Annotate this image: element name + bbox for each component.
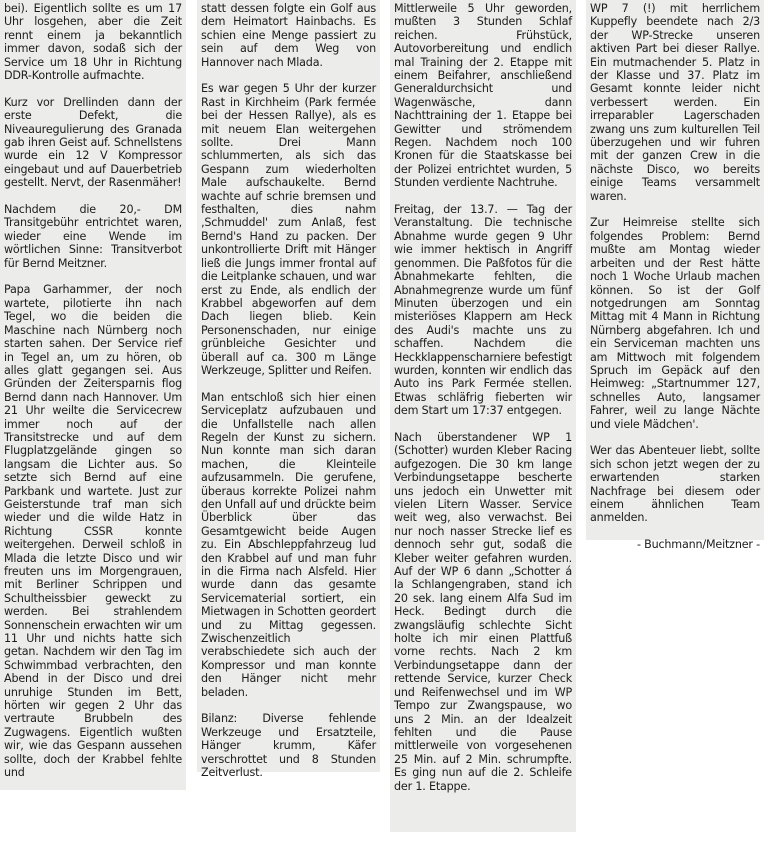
article-column-2 xyxy=(197,0,380,780)
paragraph: Wer das Abenteuer liebt, sollte sich schon jetzt wegen der zu erwartenden starken Nachfrage bei diesem oder einem ähnlichen Team anmelden. xyxy=(590,444,760,525)
paragraph: Nachdem die 20,- DM Transitgebühr entrichtet waren, wieder eine Wende im wörtlichen Sinne: Transitverbot für Bernd Meitzner. xyxy=(4,203,182,270)
paragraph: statt dessen folgte ein Golf aus dem Heimatort Hainbachs. Es schien eine Menge passiert zu sein auf dem Weg von Hannover nach Mlada. xyxy=(201,2,376,69)
paragraph: bei). Eigentlich sollte es um 17 Uhr losgehen, aber die Zeit rennt einem ja bekanntlich immer davon, sodaß sich der Service um 18 Uhr in Richtung DDR-Kontrolle aufmachte. xyxy=(4,2,182,83)
article-column-1 xyxy=(0,0,186,790)
paragraph: Kurz vor Drellinden dann der erste Defekt, die Niveauregulierung des Granada gab ihren Geist auf. Schnellstens wurde ein 12 V Kompressor eingebaut und auf Dauerbetrieb gestellt. Nervt, der Rasenmäher! xyxy=(4,95,182,190)
paragraph: Zur Heimreise stellte sich folgendes Problem: Bernd mußte am Montag wieder arbeiten und der Rest hätte noch 1 Woche Urlaub machen können. So ist der Golf notgedrungen am Sonntag Mittag mit 4 Mann in Richtung Nürnberg abgefahren. Ich und ein Serviceman machten uns am Mittwoch mit folgendem Spruch im Gepäck auf den Heimweg: „Startnummer 127, schnelles Auto, langsamer Fahrer, weil zu lange Nächte und viele Mädchen'. xyxy=(590,216,760,431)
paragraph: Papa Garhammer, der noch wartete, pilotierte ihn nach Tegel, wo die beiden die Maschine nach Nürnberg noch starten sahen. Der Service rief in Tegel an, um zu hören, ob alles glatt gegangen sei. Aus Gründen der Zeitersparnis flog Bernd dann nach Hannover. Um 21 Uhr weilte die Servicecrew immer noch auf der Transitstrecke und auf dem Flugplatzgelände gingen so langsam die Lichter aus. So setzte sich Bernd auf eine Parkbank und wartete. Just zur Geisterstunde traf man sich wieder und die wilde Hatz in Richtung CSSR konnte weitergehen. Derweil schloß in Mlada die letzte Disco und wir freuten uns im Morgengrauen, mit Berliner Schrippen und Schultheissbier geweckt zu werden. Bei strahlendem Sonnenschein erwachten wir um 11 Uhr und nichts hatte sich getan. Nachdem wir den Tag im Schwimmbad verbrachten, den Abend in der Disco und drei unruhige Stunden im Bett, hörten wir gegen 2 Uhr das vertraute Brubbeln des Zugwagens. Eigentlich wußten wir, wie das Gespann aussehen sollte, doch der Krabbel fehlte und xyxy=(4,283,182,780)
article-column-3 xyxy=(390,0,576,832)
paragraph: Mittlerweile 5 Uhr geworden, mußten 3 Stunden Schlaf reichen. Frühstück, Autovorbereitung und endlich mal Training der 2. Etappe mit einem Beifahrer, anschließend Generaldurchsicht und Wagenwäsche, dann Nachttraining der 1. Etappe bei Gewitter und strömendem Regen. Nachdem noch 100 Kronen für die Staatskasse bei der Polizei entrichtet wurden, 5 Stunden verdiente Nachtruhe. xyxy=(394,2,572,190)
paragraph: Nach überstandener WP 1 (Schotter) wurden Kleber Racing aufgezogen. Die 30 km lange Verbindungsetappe bescherte uns jedoch ein Unwetter mit vielen Litern Wasser. Service weit weg, also verwachst. Bei nur noch nasser Strecke lief es dennoch sehr gut, sodaß die Kleber weiter gefahren wurden. Auf der WP 6 dann „Schotter á la Schlangengraben, stand ich 20 sek. lang einem Alfa Sud im Heck. Bedingt durch die zwangsläufig schlechte Sicht holte ich mir einen Plattfuß vorne rechts. Nach 2 km Verbindungsetappe dann der rettende Service, kurzer Check und Reifenwechsel und im WP Tempo zur Zwangspause, wo uns 2 Min. an der Idealzeit fehlten und die Pause mittlerweile von vorgesehenen 25 Min. auf 2 Min. schrumpfte. Es ging nun auf die 2. Schleife der 1. Etappe. xyxy=(394,430,572,793)
article-column-4 xyxy=(586,0,764,552)
paragraph: Bilanz: Diverse fehlende Werkzeuge und Ersatzteile, Hänger krumm, Käfer verschrottet und 8 Stunden Zeitverlust. xyxy=(201,712,376,780)
paragraph: Freitag, der 13.7. — Tag der Veranstaltung. Die technische Abnahme wurde gegen 9 Uhr wie immer hektisch in Angriff genommen. Die Paßfotos für die Abnahmekarte fehlten, die Abnahmegrenze wurde um fünf Minuten überzogen und ein misteriöses Klappern am Heck des Audi's machte uns zu schaffen. Nachdem die Heckklappenscharniere befestigt wurden, konnten wir endlich das Auto ins Park Fermée stellen. Etwas schläfrig fieberten wir dem Start um 17:37 entgegen. xyxy=(394,203,573,418)
paragraph: Es war gegen 5 Uhr der kurzer Rast in Kirchheim (Park fermée bei der Hessen Rallye), als es mit neuem Elan weitergehen sollte. Drei Mann schlummerten, als sich das Gespann zum wiederholten Male aufschaukelte. Bernd wachte auf schrie bremsen und festhalten, dies nahm ‚Schmuddel' zum Anlaß, fest Bernd's Hand zu packen. Der unkontrollierte Drift mit Hänger ließ die Jungs immer frontal auf die Leitplanke schauen, und war erst zu Ende, als endlich der Krabbel abgeworfen auf dem Dach liegen blieb. Kein Personenschaden, nur einige grünbleiche Gesichter und überall auf ca. 300 m Länge Werkzeuge, Splitter und Reifen. xyxy=(201,82,376,377)
paragraph: Man entschloß sich hier einen Serviceplatz aufzubauen und die Unfallstelle nach allen Regeln der Kunst zu sichern. Nun konnte man sich daran machen, die Kleinteile aufzusammeln. Die gerufene, überaus korrekte Polizei nahm den Unfall auf und drückte beim Überblick über das Gesamtgewicht beide Augen zu. Ein Abschleppfahrzeug lud den Krabbel auf und man fuhr in die Firma nach Alsfeld. Hier wurde dann das gesamte Servicematerial sortiert, ein Mietwagen in Schotten geordert und zu Mittag gegessen. Zwischenzeitlich verabschiedete sich auch der Kompressor und man konnte den Hänger nicht mehr beladen. xyxy=(201,390,376,699)
paragraph: WP 7 (!) mit herrlichem Kuppefly beendete nach 2/3 der WP-Strecke unseren aktiven Part bei dieser Rallye. Ein mutmachender 5. Platz in der Klasse und 37. Platz im Gesamt konnte leider nicht verbessert werden. Ein irreparabler Lagerschaden zwang uns zum kulturellen Teil überzugehen und wir fuhren mit der ganzen Crew in die nächste Disco, wo bereits einige Teams versammelt waren. xyxy=(590,2,760,203)
author-signature: - Buchmann/Meitzner - xyxy=(636,538,760,552)
